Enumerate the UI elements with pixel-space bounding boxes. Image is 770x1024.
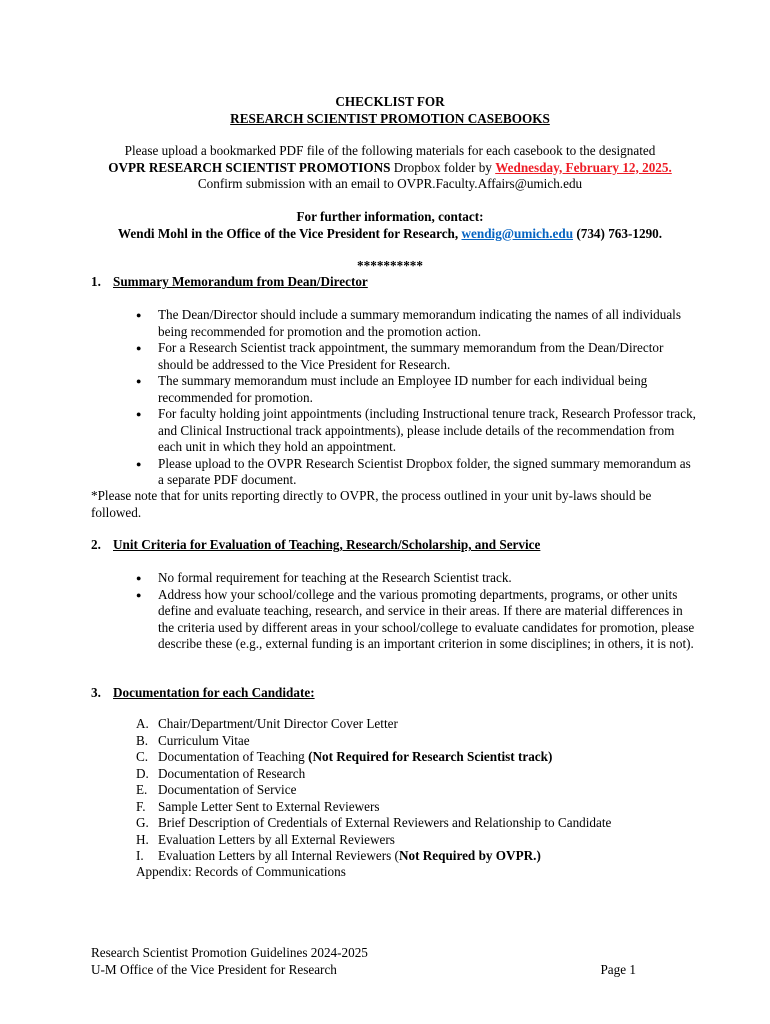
footer-line-1: Research Scientist Promotion Guidelines 2024-2025 bbox=[91, 945, 368, 960]
section-1-bullets bbox=[136, 307, 696, 489]
section-1-bullet: ● For a Research Scientist track appointment, the summary memorandum from the Dean/Director should be addressed to the Vice President for Research. bbox=[136, 340, 696, 373]
contact-email-link[interactable]: wendig@umich.edu bbox=[461, 225, 574, 241]
documentation-item: I. Evaluation Letters by all Internal Reviewers (Not Required by OVPR.) bbox=[136, 848, 541, 863]
contact-phone: (734) 763-1290. bbox=[573, 225, 663, 241]
intro-paragraph bbox=[70, 143, 710, 193]
documentation-item: B. Curriculum Vitae bbox=[136, 732, 250, 748]
contact-name: Wendi Mohl in the Office of the Vice President for Research, bbox=[117, 225, 462, 241]
intro-line-1: Please upload a bookmarked PDF file of the following materials for each casebook to the designated bbox=[124, 143, 656, 158]
intro-line-3: Confirm submission with an email to OVPR.Faculty.Affairs@umich.edu bbox=[197, 176, 583, 191]
contact-block bbox=[70, 209, 710, 242]
title-line-2: RESEARCH SCIENTIST PROMOTION CASEBOOKS bbox=[230, 110, 550, 126]
section-1-title: Summary Memorandum from Dean/Director bbox=[113, 274, 368, 289]
section-3-title: Documentation for each Candidate: bbox=[113, 685, 315, 700]
section-1-bullet: ● The summary memorandum must include an Employee ID number for each individual being recommended for promotion. bbox=[136, 373, 696, 406]
documentation-list bbox=[136, 716, 611, 865]
section-3-number: 3. bbox=[91, 685, 101, 700]
section-2-bullet: ● Address how your school/college and the various promoting departments, programs, or other units define and evaluate teaching, research, and service in their areas. If there are material differences in the criteria used by different areas in your school/college to evaluate candidates for promotion, please describe these (e.g., external funding is an important criterion in some disciplines; in others, it is not). bbox=[136, 587, 696, 653]
section-1-note: *Please note that for units reporting directly to OVPR, the process outlined in your unit by-laws should be followed. bbox=[91, 488, 652, 520]
title-line-1: CHECKLIST FOR bbox=[335, 94, 445, 109]
intro-folder-rest: Dropbox folder by bbox=[390, 159, 496, 175]
intro-line-2 bbox=[70, 160, 710, 177]
separator-stars: ********** bbox=[357, 258, 423, 273]
section-3-heading bbox=[91, 685, 315, 702]
contact-heading: For further information, contact: bbox=[296, 209, 484, 224]
section-2-title: Unit Criteria for Evaluation of Teaching, Research/Scholarship, and Service bbox=[113, 537, 541, 552]
section-1-number: 1. bbox=[91, 274, 101, 289]
documentation-item: G. Brief Description of Credentials of External Reviewers and Relationship to Candidate bbox=[136, 815, 612, 830]
page-number: Page 1 bbox=[600, 961, 636, 977]
section-1-bullet: ● For faculty holding joint appointments (including Instructional tenure track, Research Professor track, and Clinical Instructional track appointments), please include details of the recommendation from each unit in which they hold an appointment. bbox=[136, 406, 696, 456]
section-2-bullets bbox=[136, 570, 696, 653]
section-2-number: 2. bbox=[91, 537, 101, 552]
section-2-heading bbox=[91, 537, 540, 554]
documentation-item: C. Documentation of Teaching (Not Required for Research Scientist track) bbox=[136, 749, 553, 764]
appendix-line: Appendix: Records of Communications bbox=[136, 864, 346, 879]
footer-line-2: U-M Office of the Vice President for Research bbox=[91, 961, 337, 977]
dropbox-folder-name: OVPR RESEARCH SCIENTIST PROMOTIONS bbox=[108, 159, 391, 175]
document-title bbox=[80, 94, 700, 127]
section-1-bullet: ● Please upload to the OVPR Research Scientist Dropbox folder, the signed summary memorandum as a separate PDF document. bbox=[136, 456, 696, 489]
page-footer bbox=[91, 945, 636, 978]
documentation-item: E. Documentation of Service bbox=[136, 782, 297, 797]
section-1-heading bbox=[91, 274, 368, 291]
documentation-item: H. Evaluation Letters by all External Reviewers bbox=[136, 831, 395, 847]
section-2-bullet: ● No formal requirement for teaching at the Research Scientist track. bbox=[136, 570, 696, 587]
documentation-item: D. Documentation of Research bbox=[136, 765, 306, 781]
deadline-date: Wednesday, February 12, 2025. bbox=[495, 159, 672, 175]
contact-line bbox=[70, 226, 710, 243]
section-1-bullet: ● The Dean/Director should include a summary memorandum indicating the names of all individuals being recommended for promotion and the promotion action. bbox=[136, 307, 696, 340]
documentation-item: A. Chair/Department/Unit Director Cover Letter bbox=[136, 716, 398, 731]
documentation-item: F. Sample Letter Sent to External Reviewers bbox=[136, 798, 380, 814]
